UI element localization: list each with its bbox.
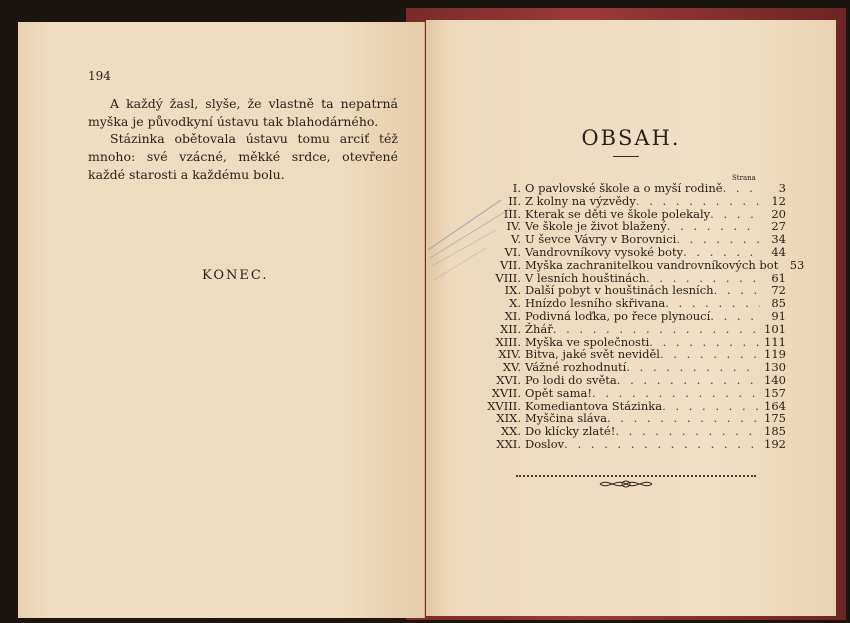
chapter-number: XVI. [496, 372, 521, 387]
chapter-page: 27 [771, 219, 786, 234]
chapter-title: Po lodi do světa [525, 372, 617, 387]
chapter-page: 12 [771, 193, 786, 208]
chapter-page: 61 [771, 270, 786, 285]
chapter-number: IV. [506, 219, 521, 234]
toc-row [466, 257, 805, 272]
chapter-page: 192 [764, 436, 786, 451]
chapter-page: 3 [778, 181, 786, 195]
chapter-title: Hnízdo lesního skřivana [525, 296, 666, 311]
chapter-title: Vážné rozhodnutí [525, 360, 627, 375]
leader-dots [723, 182, 760, 195]
chapter-title: V lesních houštinách [525, 270, 646, 285]
chapter-page: 53 [789, 257, 805, 272]
leader-dots [607, 412, 760, 425]
toc-row [466, 387, 786, 400]
page-column-header: Strana [732, 174, 756, 182]
chapter-number: III. [503, 206, 521, 221]
end-mark: KONEC. [202, 268, 269, 283]
leader-dots [683, 246, 760, 259]
leader-dots [667, 220, 760, 233]
chapter-page: 91 [771, 308, 786, 323]
title-rule [613, 156, 639, 157]
leader-dots [660, 348, 760, 361]
chapter-number: I. [512, 181, 521, 195]
chapter-number: XIII. [495, 334, 521, 349]
chapter-number: XVIII. [487, 398, 521, 413]
chapter-number: VI. [504, 244, 521, 259]
chapter-title: U ševce Vávry v Borovnici [525, 232, 677, 247]
paragraph-1: A každý žasl, slyše, že vlastně ta nepatrná myška je původkyní ústavu tak blahodárného. [88, 96, 398, 129]
chapter-number: V. [511, 232, 521, 247]
chapter-page: 119 [764, 347, 786, 362]
chapter-title: Z kolny na výzvědy [525, 193, 636, 208]
chapter-number: XIX. [496, 411, 521, 426]
chapter-title: Další pobyt v houštinách lesních [525, 283, 714, 298]
chapter-page: 111 [764, 334, 786, 349]
chapter-page: 20 [771, 206, 786, 221]
chapter-number: XI. [504, 308, 521, 323]
toc-row [466, 323, 786, 336]
chapter-number: IX. [504, 283, 521, 298]
chapter-number: VIII. [495, 270, 521, 285]
leader-dots [676, 233, 760, 246]
leader-dots [553, 323, 760, 336]
chapter-title: Do klícky zlaté! [525, 424, 616, 439]
leader-dots [626, 361, 760, 374]
chapter-title: Bitva, jaké svět neviděl [525, 347, 660, 362]
toc-row [466, 310, 786, 323]
toc-row [466, 374, 786, 387]
chapter-title: Doslov [525, 436, 565, 451]
leader-dots [617, 374, 760, 387]
leader-dots [564, 438, 760, 451]
chapter-number: II. [508, 193, 521, 208]
chapter-page: 72 [771, 283, 786, 298]
leader-dots [636, 195, 760, 208]
chapter-title: Myška zachranitelkou vandrovníkových bot [525, 257, 779, 272]
leader-dots [710, 310, 760, 323]
chapter-number: XVII. [491, 385, 521, 400]
leader-dots [710, 208, 760, 221]
ornament-icon [598, 476, 654, 492]
leader-dots [649, 336, 760, 349]
paragraph-2: Stázinka obětovala ústavu tomu arciť též mnoho: své vzácné, měkké srdce, otevřené každé starosti a každému bolu. [88, 131, 398, 182]
chapter-page: 101 [764, 321, 786, 336]
chapter-title: Opět sama! [525, 385, 593, 400]
chapter-title: Kterak se děti ve škole polekaly [525, 206, 711, 221]
chapter-title: Ve škole je život blažený [525, 219, 667, 234]
chapter-page: 130 [764, 360, 786, 375]
chapter-number: XIV. [498, 347, 521, 362]
chapter-number: XX. [500, 424, 521, 439]
chapter-number: X. [509, 296, 521, 311]
leader-dots [714, 284, 760, 297]
chapter-number: XII. [500, 321, 521, 336]
chapter-page: 164 [764, 398, 786, 413]
chapter-title: Podivná loďka, po řece plynoucí [525, 308, 711, 323]
page-number: 194 [88, 69, 111, 83]
leader-dots [592, 387, 760, 400]
chapter-title: O pavlovské škole a o myší rodině [525, 181, 723, 195]
left-page [18, 22, 425, 618]
chapter-title: Myščina sláva [525, 411, 607, 426]
toc-row [466, 438, 786, 451]
toc-title: OBSAH. [581, 126, 681, 150]
chapter-number: VII. [499, 257, 521, 272]
toc-row [466, 195, 786, 208]
chapter-number: XV. [502, 360, 521, 375]
chapter-title: Vandrovníkovy vysoké boty [525, 244, 684, 259]
leader-dots [615, 425, 760, 438]
chapter-page: 175 [764, 411, 786, 426]
chapter-page: 44 [771, 244, 786, 259]
chapter-page: 34 [771, 232, 786, 247]
chapter-page: 185 [764, 424, 786, 439]
toc-list [466, 181, 805, 451]
chapter-title: Žhář [525, 321, 553, 336]
chapter-page: 157 [764, 385, 786, 400]
leader-dots [662, 400, 760, 413]
toc-row [466, 182, 786, 195]
toc-row [466, 246, 786, 259]
chapter-title: Komediantova Stázinka [525, 398, 663, 413]
chapter-title: Myška ve společnosti [525, 334, 650, 349]
chapter-page: 140 [764, 372, 786, 387]
right-page [426, 20, 836, 616]
chapter-number: XXI. [496, 436, 521, 451]
chapter-page: 85 [771, 296, 786, 311]
